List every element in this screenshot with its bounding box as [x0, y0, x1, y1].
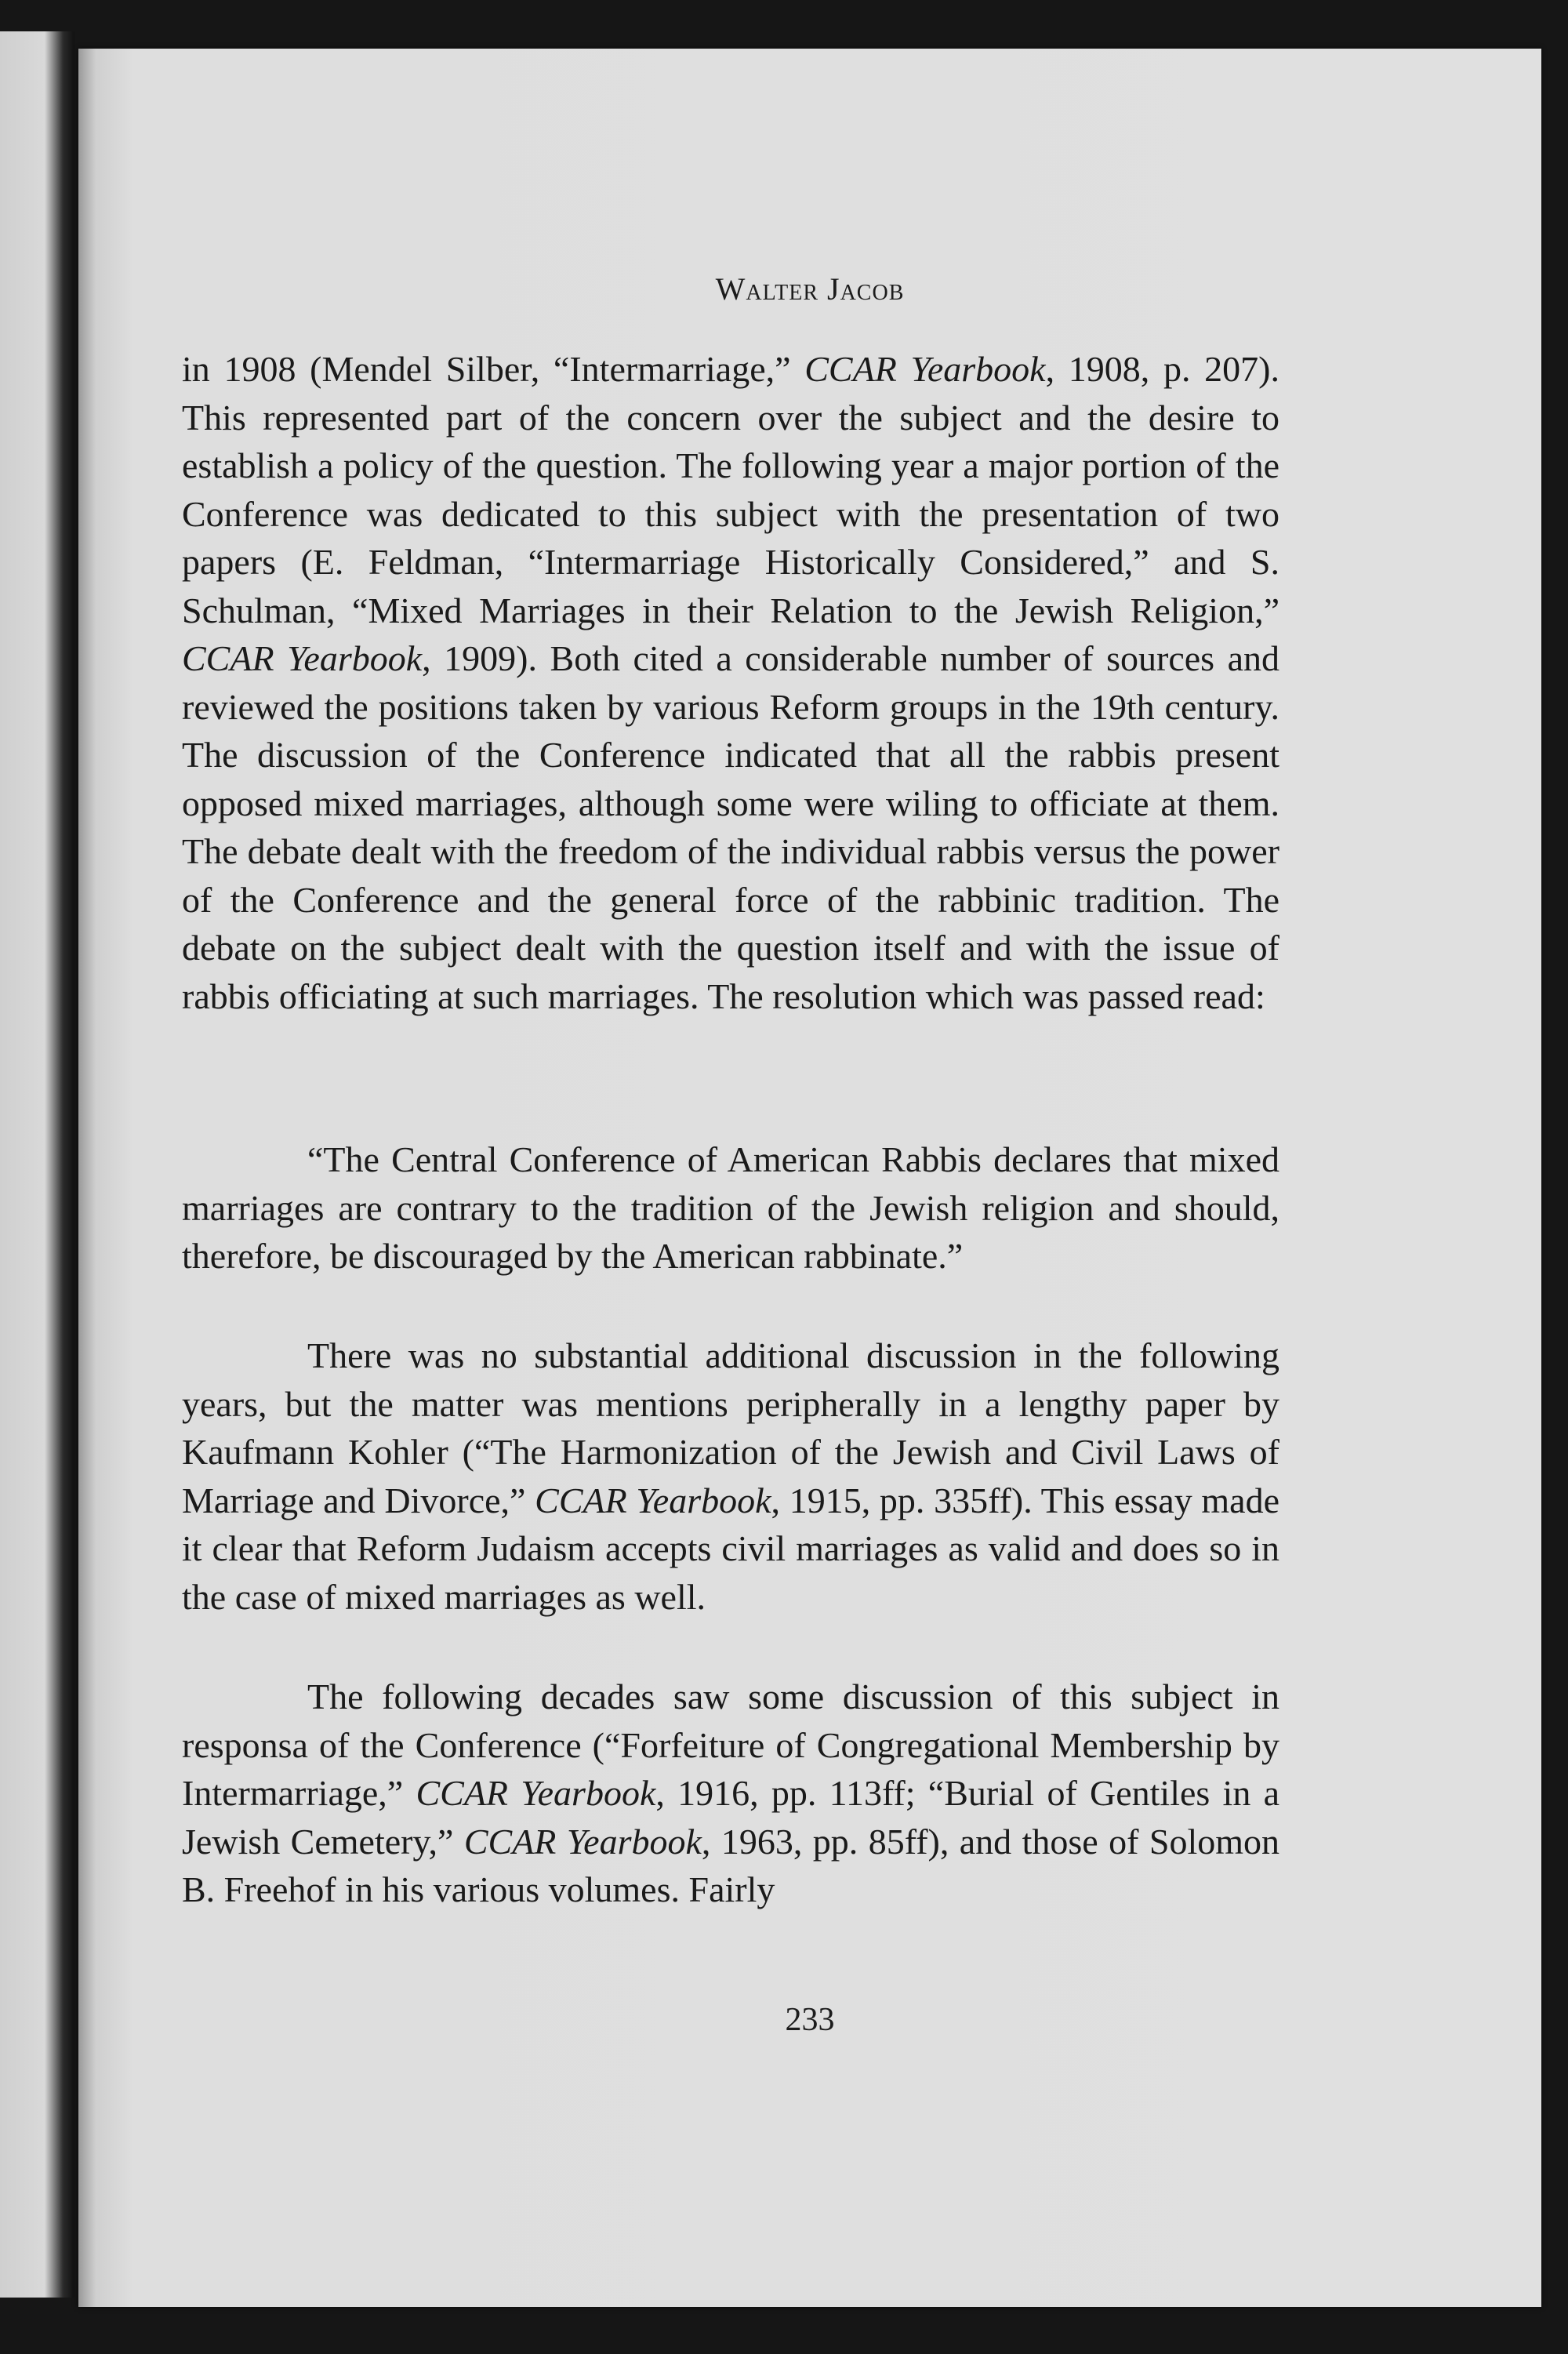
- para1-citation-1: CCAR Yearbook: [804, 349, 1046, 389]
- para2-text-2: , 1915, pp. 335ff). This essay made it clear that Reform Judaism accepts civil marriages as valid and does so in the case of mixed marriages as well.: [182, 1480, 1280, 1617]
- page-number: 233: [785, 2002, 835, 2038]
- facing-page-edge: [0, 31, 74, 2298]
- para2-text-1: There was no substantial additional discussion in the following years, but the matter was mentions peripherally in a lengthy paper by Kaufmann Kohler (“The Harmonization of the Jewish and Civil Laws of Marriage and Divorce,”: [182, 1335, 1279, 1520]
- para3-citation-1: CCAR Yearbook: [416, 1773, 656, 1813]
- para1-text-2: , 1908, p. 207). This represented part of the concern over the subject and the desire to establish a policy of the question. The following year a major portion of the Conference was dedicated to this subject with the presentation of two papers (E. Feldman, “Intermarriage Historically Considered,” and S. Schulman, “Mixed Marriages in their Relation to the Jewish Religion,”: [182, 349, 1279, 630]
- paragraph-intermarriage-history: [182, 345, 1279, 1020]
- paragraph-responsa: [182, 1673, 1279, 1914]
- para3-text-1: The following decades saw some discussion of this subject in responsa of the Conference (“Forfeiture of Congregational Membership by Intermarriage,”: [182, 1676, 1279, 1813]
- para1-text-3: , 1909). Both cited a considerable number of sources and reviewed the positions taken by various Reform groups in the 19th century. The discussion of the Conference indicated that all the rabbis present opposed mixed marriages, although some were wiling to officiate at them. The debate dealt with the freedom of the individual rabbis versus the power of the Conference and the general force of the rabbinic tradition. The debate on the subject dealt with the question itself and with the issue of rabbis officiating at such marriages. The resolution which was passed read:: [182, 638, 1280, 1016]
- paragraph-kohler: [182, 1331, 1279, 1621]
- para3-text-3: , 1963, pp. 85ff), and those of Solomon B. Freehof in his various volumes. Fairly: [182, 1821, 1280, 1909]
- running-head: Walter Jacob: [715, 271, 905, 307]
- para1-text-1: in 1908 (Mendel Silber, “Intermarriage,”: [182, 349, 805, 389]
- para1-citation-2: CCAR Yearbook: [182, 638, 423, 678]
- para3-text-2: , 1916, pp. 113ff; “Burial of Gentiles in a Jewish Cemetery,”: [182, 1773, 1280, 1862]
- para2-citation-1: CCAR Yearbook: [535, 1480, 771, 1520]
- resolution-quote: “The Central Conference of American Rabbis declares that mixed marriages are contrary to the tradition of the Jewish religion and should, therefore, be discouraged by the American rabbinate.”: [182, 1139, 1279, 1276]
- para3-citation-2: CCAR Yearbook: [463, 1821, 702, 1862]
